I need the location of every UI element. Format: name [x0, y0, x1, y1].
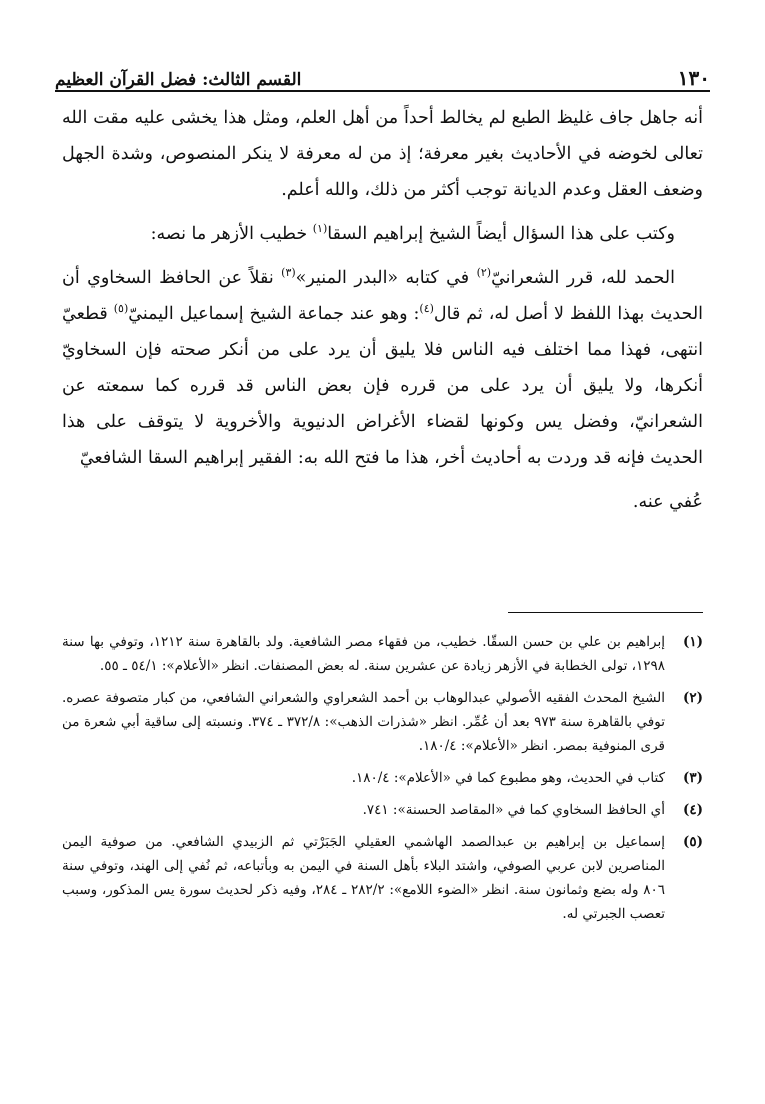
- page-number: ١٣٠: [677, 66, 710, 90]
- paragraph-3: [62, 260, 703, 476]
- footnote-5: [62, 830, 703, 926]
- footnote-2: [62, 686, 703, 758]
- footnote-number: (٤): [682, 802, 703, 818]
- footnote-text: أي الحافظ السخاوي كما في «المقاصد الحسنة»: ٧٤١.: [362, 802, 665, 818]
- paragraph-2-text-b: خطيب الأزهر ما نصه:: [150, 224, 313, 244]
- footnote-4: [62, 798, 703, 822]
- paragraph-3-text-d: : وهو عند جماعة الشيخ إسماعيل اليمنيّ: [128, 304, 420, 324]
- footnote-1: [62, 630, 703, 678]
- footnote-3: [62, 766, 703, 790]
- paragraph-3-text-e: قطعيّ انتهى، فهذا مما اختلف فيه الناس فلا يليق أن يرد على من أنكر صحته فإن السخاويّ أنكرها، ولا يليق أن يرد على من قرره فإن بعض الناس قد قرره كما سمعته عن الشعرانيّ، وفضل يس وكونها لقضاء الأغراض الدنيوية والأخروية لا يتوقف على هذا الحديث فإنه قد وردت به أحاديث أخر، هذا ما فتح الله به: الفقير إبراهيم السقا الشافعيّ: [62, 304, 703, 468]
- footnote-number: (١): [682, 634, 703, 650]
- paragraph-2: [62, 216, 703, 252]
- footnote-separator: [508, 612, 703, 613]
- footnote-ref-4[interactable]: (٤): [419, 302, 434, 316]
- page-header: [55, 52, 710, 90]
- footnote-text: كتاب في الحديث، وهو مطبوع كما في «الأعلام»: ١٨٠/٤.: [351, 770, 665, 786]
- paragraph-3-text-c: نقلاً عن الحافظ السخاوي أن الحديث بهذا اللفظ لا أصل له، ثم قال: [62, 268, 704, 324]
- footnote-text: إبراهيم بن علي بن حسن السقّا. خطيب، من فقهاء مصر الشافعية. ولد بالقاهرة سنة ١٢١٢، وتوفي بها سنة ١٢٩٨، تولى الخطابة في الأزهر زيادة عن عشرين سنة. له بعض المصنفات. انظر «الأعلام»: ٥٤/١ ـ ٥٥.: [62, 634, 665, 674]
- footnote-ref-1[interactable]: (١): [312, 222, 328, 236]
- paragraph-2-text-a: وكتب على هذا السؤال أيضاً الشيخ إبراهيم السقا: [327, 224, 675, 244]
- paragraph-3-closing: عُفي عنه.: [632, 492, 703, 512]
- main-text: [62, 100, 703, 528]
- footnote-number: (٥): [682, 834, 703, 850]
- paragraph-3-text-a: الحمد لله، قرر الشعرانيّ: [491, 268, 675, 288]
- paragraph-3-text-b: في كتابه «البدر المنير»: [295, 268, 477, 288]
- footnote-number: (٣): [682, 770, 703, 786]
- footnote-ref-5[interactable]: (٥): [113, 302, 129, 316]
- footnote-ref-2[interactable]: (٢): [476, 266, 492, 280]
- footnote-text: إسماعيل بن إبراهيم بن عبدالصمد الهاشمي العقيلي الجَبَرْتي ثم الزبيدي الشافعي. من صوفية اليمن المناصرين لابن عربي الصوفي، واشتد البلاء بأهل السنة في اليمن به وبأتباعه، ثم نُفي إلى الهند، وتوفي سنة ٨٠٦ وله بضع وثمانون سنة. انظر «الضوء اللامع»: ٢٨٢/٢ ـ ٢٨٤، وفيه ذكر لحديث سورة يس المذكور، وسبب تعصب الجبرتي له.: [62, 834, 665, 922]
- paragraph-1: أنه جاهل جاف غليظ الطبع لم يخالط أحداً من أهل العلم، ومثل هذا يخشى عليه مقت الله تعالى لخوضه في الأحاديث بغير معرفة؛ إذ من له معرفة لا ينكر المنصوص، وشدة الجهل وضعف العقل وعدم الديانة توجب أكثر من ذلك، والله أعلم.: [62, 108, 703, 200]
- footnote-ref-3[interactable]: (٣): [281, 266, 296, 280]
- header-rule: [55, 90, 710, 92]
- running-title: القسم الثالث: فضل القرآن العظيم: [55, 70, 302, 90]
- footnotes: [62, 630, 703, 934]
- footnote-text: الشيخ المحدث الفقيه الأصولي عبدالوهاب بن أحمد الشعراوي والشعراني الشافعي، من كبار متصوفة عصره. توفي بالقاهرة سنة ٩٧٣ بعد أن عُمِّر. انظر «شذرات الذهب»: ٣٧٢/٨ ـ ٣٧٤. ونسبته إلى ساقية أبي شعرة من قرى المنوفية بمصر. انظر «الأعلام»: ١٨٠/٤.: [62, 690, 665, 754]
- footnote-number: (٢): [682, 690, 703, 706]
